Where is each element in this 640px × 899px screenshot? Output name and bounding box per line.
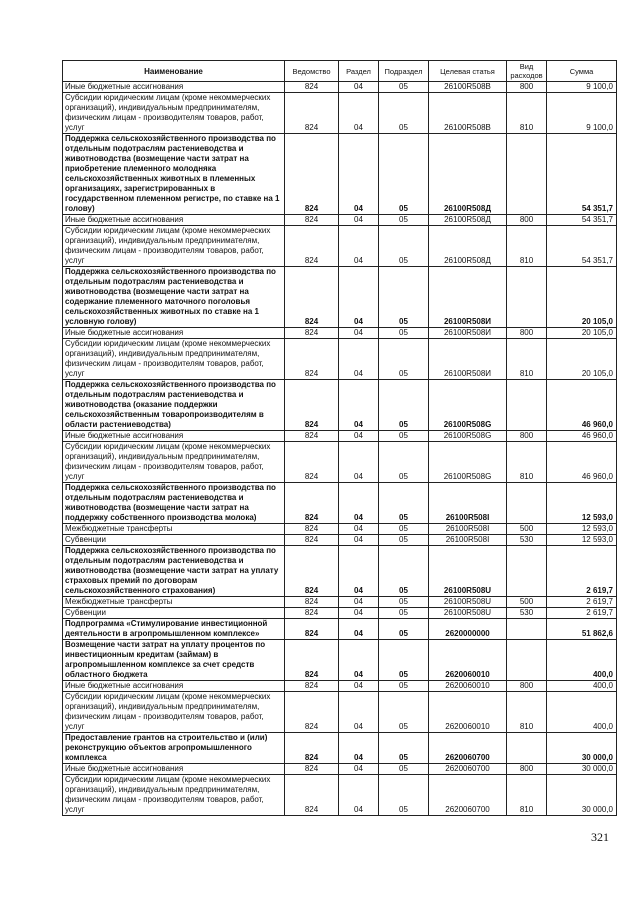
cell-name: Субсидии юридическим лицам (кроме некоммерческих организаций), индивидуальным предпринимателям, физическим лицам - производителям товаров, работ, услуг <box>63 692 285 733</box>
cell-razdel: 04 <box>339 764 379 775</box>
cell-name: Поддержка сельскохозяйственного производства по отдельным подотраслям растениеводства и животноводства (возмещение части затрат на поддержку собственного производства молока) <box>63 483 285 524</box>
cell-sum: 46 960,0 <box>547 431 617 442</box>
cell-vedomstvo: 824 <box>285 134 339 215</box>
cell-vedomstvo: 824 <box>285 380 339 431</box>
cell-target-article: 26100R508Д <box>429 226 507 267</box>
cell-podrazdel: 05 <box>379 339 429 380</box>
cell-vedomstvo: 824 <box>285 226 339 267</box>
cell-name: Иные бюджетные ассигнования <box>63 681 285 692</box>
cell-name: Субсидии юридическим лицам (кроме некоммерческих организаций), индивидуальным предпринимателям, физическим лицам - производителям товаров, работ, услуг <box>63 442 285 483</box>
table-row <box>63 546 617 597</box>
cell-expense-type: 800 <box>507 681 547 692</box>
cell-razdel: 04 <box>339 597 379 608</box>
cell-razdel: 04 <box>339 546 379 597</box>
cell-target-article: 2620060010 <box>429 692 507 733</box>
cell-expense-type: 810 <box>507 775 547 816</box>
cell-expense-type <box>507 733 547 764</box>
cell-podrazdel: 05 <box>379 267 429 328</box>
cell-target-article: 26100R508Д <box>429 134 507 215</box>
table-row <box>63 215 617 226</box>
cell-name: Поддержка сельскохозяйственного производства по отдельным подотраслям растениеводства и животноводства (возмещение части затрат на содержание племенного маточного поголовья сельскохозяйственных животных по ставке на 1 условную голову) <box>63 267 285 328</box>
cell-razdel: 04 <box>339 733 379 764</box>
cell-razdel: 04 <box>339 681 379 692</box>
cell-expense-type: 810 <box>507 442 547 483</box>
cell-name: Возмещение части затрат на уплату процентов по инвестиционным кредитам (займам) в агропромышленном комплексе за счет средств областного бюджета <box>63 640 285 681</box>
cell-sum: 51 862,6 <box>547 619 617 640</box>
cell-expense-type: 800 <box>507 328 547 339</box>
cell-target-article: 2620060700 <box>429 775 507 816</box>
cell-sum: 46 960,0 <box>547 442 617 483</box>
cell-vedomstvo: 824 <box>285 535 339 546</box>
cell-name: Иные бюджетные ассигнования <box>63 764 285 775</box>
cell-sum: 400,0 <box>547 640 617 681</box>
cell-vedomstvo: 824 <box>285 339 339 380</box>
cell-vedomstvo: 824 <box>285 82 339 93</box>
cell-vedomstvo: 824 <box>285 640 339 681</box>
cell-podrazdel: 05 <box>379 546 429 597</box>
cell-name: Поддержка сельскохозяйственного производства по отдельным подотраслям растениеводства и животноводства (возмещение части затрат на приобретение племенного молодняка сельскохозяйственных животных в племенных организациях, зарегистрированных в государственном племенном регистре, по ставке на 1 голову) <box>63 134 285 215</box>
budget-table <box>62 60 617 816</box>
cell-podrazdel: 05 <box>379 775 429 816</box>
cell-podrazdel: 05 <box>379 640 429 681</box>
cell-vedomstvo: 824 <box>285 775 339 816</box>
cell-vedomstvo: 824 <box>285 681 339 692</box>
cell-vedomstvo: 824 <box>285 267 339 328</box>
cell-expense-type <box>507 134 547 215</box>
cell-podrazdel: 05 <box>379 681 429 692</box>
table-body <box>63 82 617 816</box>
cell-sum: 12 593,0 <box>547 483 617 524</box>
table-row <box>63 733 617 764</box>
cell-razdel: 04 <box>339 215 379 226</box>
cell-podrazdel: 05 <box>379 328 429 339</box>
cell-podrazdel: 05 <box>379 597 429 608</box>
cell-expense-type: 800 <box>507 431 547 442</box>
cell-sum: 30 000,0 <box>547 733 617 764</box>
cell-vedomstvo: 824 <box>285 93 339 134</box>
cell-razdel: 04 <box>339 640 379 681</box>
table-row <box>63 134 617 215</box>
cell-name: Поддержка сельскохозяйственного производства по отдельным подотраслям растениеводства и животноводства (оказание поддержки сельскохозяйственным товаропроизводителям в области растениеводства) <box>63 380 285 431</box>
cell-name: Поддержка сельскохозяйственного производства по отдельным подотраслям растениеводства и животноводства (возмещение части затрат на уплату страховых премий по договорам сельскохозяйственного страхования) <box>63 546 285 597</box>
cell-sum: 12 593,0 <box>547 535 617 546</box>
cell-target-article: 2620060010 <box>429 681 507 692</box>
cell-sum: 30 000,0 <box>547 764 617 775</box>
cell-razdel: 04 <box>339 134 379 215</box>
header-razdel: Раздел <box>339 61 379 82</box>
cell-target-article: 26100R508И <box>429 328 507 339</box>
cell-expense-type: 810 <box>507 692 547 733</box>
cell-expense-type: 810 <box>507 93 547 134</box>
cell-podrazdel: 05 <box>379 442 429 483</box>
table-row <box>63 483 617 524</box>
cell-name: Предоставление грантов на строительство и (или) реконструкцию объектов агропромышленного комплекса <box>63 733 285 764</box>
cell-podrazdel: 05 <box>379 93 429 134</box>
cell-razdel: 04 <box>339 535 379 546</box>
cell-target-article: 26100R508G <box>429 380 507 431</box>
cell-razdel: 04 <box>339 608 379 619</box>
table-row <box>63 608 617 619</box>
cell-sum: 20 105,0 <box>547 339 617 380</box>
cell-expense-type: 500 <box>507 597 547 608</box>
cell-vedomstvo: 824 <box>285 608 339 619</box>
table-row <box>63 431 617 442</box>
cell-target-article: 26100R508I <box>429 524 507 535</box>
cell-expense-type: 800 <box>507 764 547 775</box>
cell-vedomstvo: 824 <box>285 546 339 597</box>
table-row <box>63 597 617 608</box>
cell-podrazdel: 05 <box>379 226 429 267</box>
cell-podrazdel: 05 <box>379 764 429 775</box>
cell-razdel: 04 <box>339 442 379 483</box>
header-target-article: Целевая статья <box>429 61 507 82</box>
cell-razdel: 04 <box>339 339 379 380</box>
cell-target-article: 26100R508В <box>429 93 507 134</box>
cell-vedomstvo: 824 <box>285 619 339 640</box>
header-row <box>63 61 617 82</box>
cell-name: Межбюджетные трансферты <box>63 524 285 535</box>
cell-podrazdel: 05 <box>379 619 429 640</box>
cell-razdel: 04 <box>339 431 379 442</box>
cell-sum: 2 619,7 <box>547 546 617 597</box>
cell-podrazdel: 05 <box>379 608 429 619</box>
cell-sum: 54 351,7 <box>547 134 617 215</box>
cell-target-article: 26100R508G <box>429 442 507 483</box>
cell-vedomstvo: 824 <box>285 215 339 226</box>
header-expense-type: Вид расходов <box>507 61 547 82</box>
cell-razdel: 04 <box>339 619 379 640</box>
cell-name: Подпрограмма «Стимулирование инвестиционной деятельности в агропромышленном комплексе» <box>63 619 285 640</box>
cell-expense-type: 500 <box>507 524 547 535</box>
cell-target-article: 26100R508И <box>429 267 507 328</box>
header-name: Наименование <box>63 61 285 82</box>
cell-expense-type <box>507 640 547 681</box>
table-row <box>63 681 617 692</box>
table-row <box>63 692 617 733</box>
cell-expense-type: 810 <box>507 339 547 380</box>
cell-sum: 400,0 <box>547 681 617 692</box>
header-podrazdel: Подраздел <box>379 61 429 82</box>
cell-target-article: 26100R508U <box>429 608 507 619</box>
cell-podrazdel: 05 <box>379 380 429 431</box>
cell-podrazdel: 05 <box>379 733 429 764</box>
cell-sum: 54 351,7 <box>547 226 617 267</box>
cell-target-article: 26100R508U <box>429 597 507 608</box>
cell-expense-type: 800 <box>507 215 547 226</box>
cell-expense-type: 530 <box>507 608 547 619</box>
cell-expense-type <box>507 546 547 597</box>
cell-name: Иные бюджетные ассигнования <box>63 215 285 226</box>
cell-sum: 46 960,0 <box>547 380 617 431</box>
cell-razdel: 04 <box>339 483 379 524</box>
cell-razdel: 04 <box>339 226 379 267</box>
cell-podrazdel: 05 <box>379 82 429 93</box>
table-row <box>63 380 617 431</box>
table-row <box>63 764 617 775</box>
cell-podrazdel: 05 <box>379 215 429 226</box>
cell-podrazdel: 05 <box>379 431 429 442</box>
table-row <box>63 775 617 816</box>
cell-name: Субсидии юридическим лицам (кроме некоммерческих организаций), индивидуальным предпринимателям, физическим лицам - производителям товаров, работ, услуг <box>63 93 285 134</box>
cell-expense-type: 800 <box>507 82 547 93</box>
cell-razdel: 04 <box>339 82 379 93</box>
cell-name: Межбюджетные трансферты <box>63 597 285 608</box>
cell-expense-type <box>507 380 547 431</box>
cell-podrazdel: 05 <box>379 692 429 733</box>
cell-razdel: 04 <box>339 267 379 328</box>
table-row <box>63 267 617 328</box>
cell-sum: 20 105,0 <box>547 328 617 339</box>
cell-name: Субвенции <box>63 608 285 619</box>
cell-expense-type <box>507 267 547 328</box>
cell-name: Иные бюджетные ассигнования <box>63 82 285 93</box>
header-sum: Сумма <box>547 61 617 82</box>
cell-sum: 54 351,7 <box>547 215 617 226</box>
cell-target-article: 26100R508I <box>429 535 507 546</box>
cell-expense-type <box>507 619 547 640</box>
cell-vedomstvo: 824 <box>285 328 339 339</box>
table-row <box>63 640 617 681</box>
cell-sum: 2 619,7 <box>547 608 617 619</box>
cell-expense-type <box>507 483 547 524</box>
cell-vedomstvo: 824 <box>285 764 339 775</box>
cell-expense-type: 530 <box>507 535 547 546</box>
cell-sum: 400,0 <box>547 692 617 733</box>
table-row <box>63 82 617 93</box>
header-vedomstvo: Ведомство <box>285 61 339 82</box>
cell-vedomstvo: 824 <box>285 442 339 483</box>
cell-razdel: 04 <box>339 328 379 339</box>
cell-name: Субсидии юридическим лицам (кроме некоммерческих организаций), индивидуальным предпринимателям, физическим лицам - производителям товаров, работ, услуг <box>63 339 285 380</box>
cell-name: Субсидии юридическим лицам (кроме некоммерческих организаций), индивидуальным предпринимателям, физическим лицам - производителям товаров, работ, услуг <box>63 775 285 816</box>
cell-target-article: 2620060700 <box>429 733 507 764</box>
cell-vedomstvo: 824 <box>285 597 339 608</box>
table-row <box>63 328 617 339</box>
cell-target-article: 26100R508G <box>429 431 507 442</box>
table-row <box>63 535 617 546</box>
cell-sum: 12 593,0 <box>547 524 617 535</box>
cell-sum: 30 000,0 <box>547 775 617 816</box>
cell-vedomstvo: 824 <box>285 733 339 764</box>
cell-target-article: 26100R508I <box>429 483 507 524</box>
cell-vedomstvo: 824 <box>285 483 339 524</box>
cell-podrazdel: 05 <box>379 524 429 535</box>
cell-target-article: 26100R508И <box>429 339 507 380</box>
cell-sum: 9 100,0 <box>547 82 617 93</box>
cell-vedomstvo: 824 <box>285 524 339 535</box>
table-row <box>63 524 617 535</box>
cell-expense-type: 810 <box>507 226 547 267</box>
cell-target-article: 26100R508В <box>429 82 507 93</box>
page-number: 321 <box>591 830 609 844</box>
cell-podrazdel: 05 <box>379 134 429 215</box>
table-row <box>63 339 617 380</box>
cell-name: Иные бюджетные ассигнования <box>63 431 285 442</box>
cell-podrazdel: 05 <box>379 483 429 524</box>
cell-razdel: 04 <box>339 775 379 816</box>
cell-podrazdel: 05 <box>379 535 429 546</box>
cell-razdel: 04 <box>339 93 379 134</box>
cell-name: Субвенции <box>63 535 285 546</box>
cell-target-article: 2620060010 <box>429 640 507 681</box>
table-row <box>63 619 617 640</box>
cell-vedomstvo: 824 <box>285 692 339 733</box>
cell-razdel: 04 <box>339 524 379 535</box>
cell-target-article: 26100R508U <box>429 546 507 597</box>
cell-vedomstvo: 824 <box>285 431 339 442</box>
cell-sum: 2 619,7 <box>547 597 617 608</box>
table-row <box>63 442 617 483</box>
cell-razdel: 04 <box>339 692 379 733</box>
cell-razdel: 04 <box>339 380 379 431</box>
cell-sum: 9 100,0 <box>547 93 617 134</box>
cell-target-article: 2620060700 <box>429 764 507 775</box>
cell-name: Субсидии юридическим лицам (кроме некоммерческих организаций), индивидуальным предпринимателям, физическим лицам - производителям товаров, работ, услуг <box>63 226 285 267</box>
table-row <box>63 93 617 134</box>
cell-name: Иные бюджетные ассигнования <box>63 328 285 339</box>
cell-sum: 20 105,0 <box>547 267 617 328</box>
cell-target-article: 26100R508Д <box>429 215 507 226</box>
cell-target-article: 2620000000 <box>429 619 507 640</box>
table-row <box>63 226 617 267</box>
